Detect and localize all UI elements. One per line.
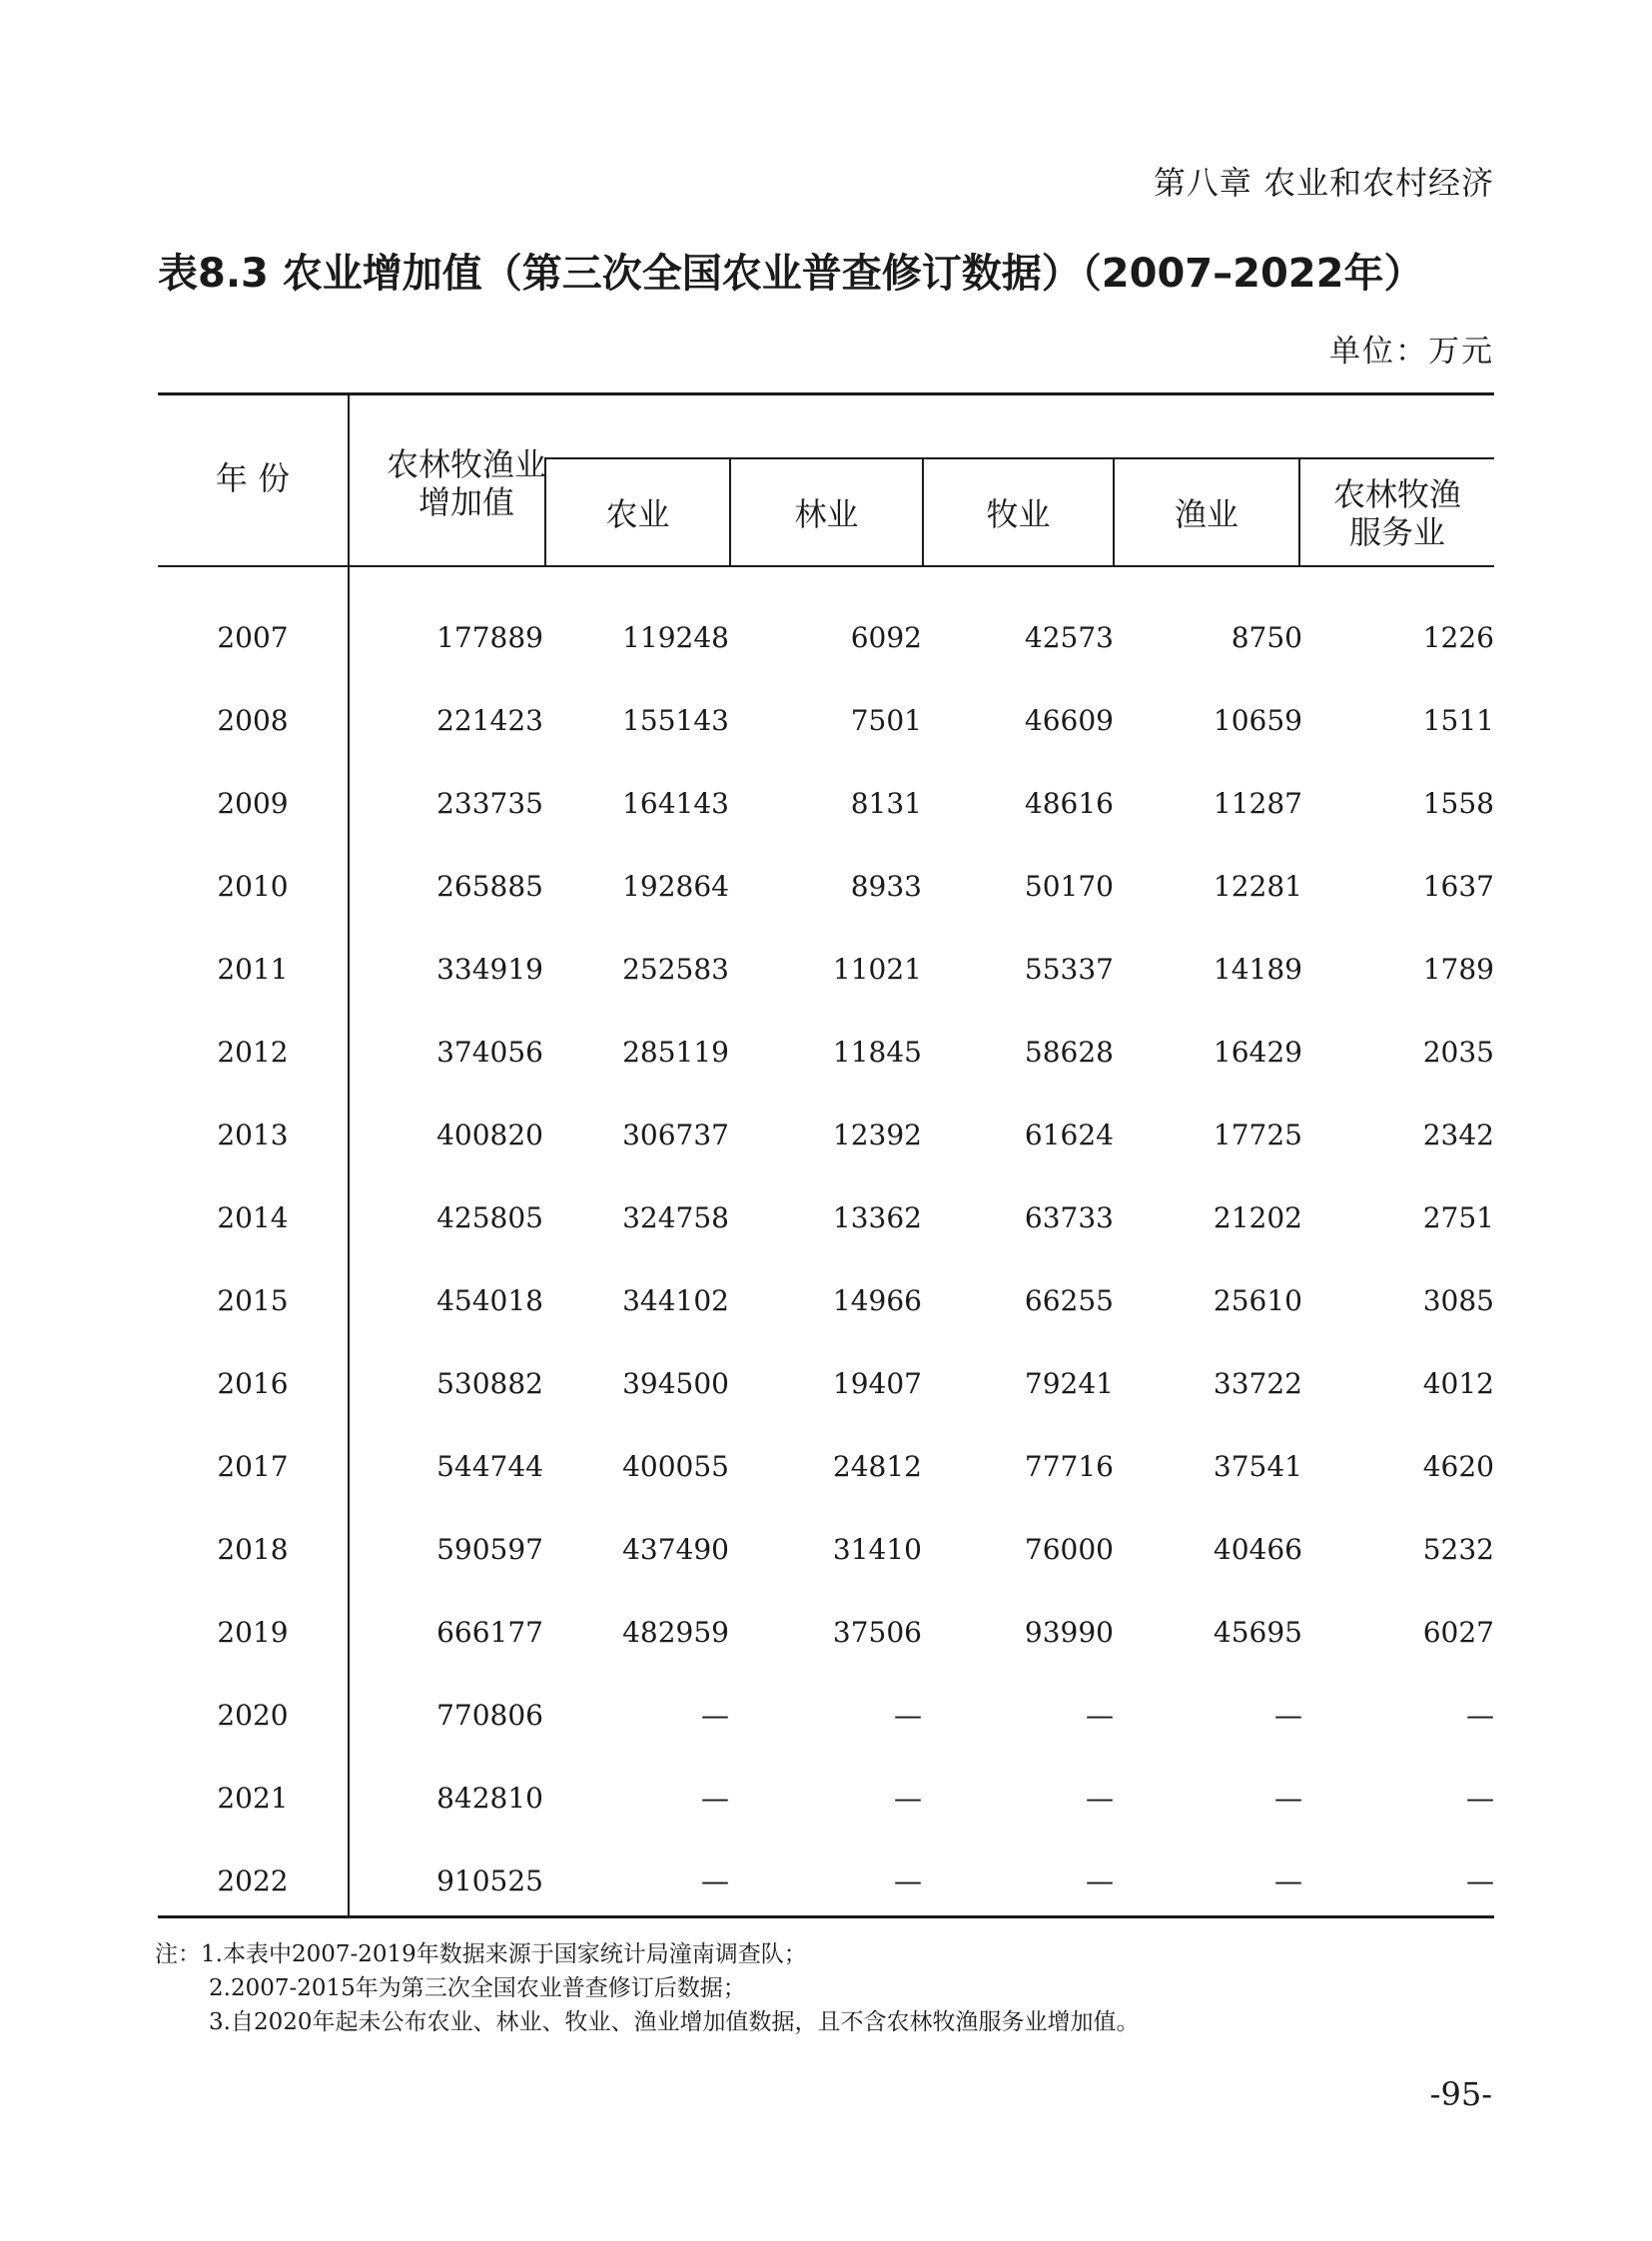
- cell-forestry: 24812: [832, 1450, 922, 1483]
- cell-animal: 93990: [1024, 1616, 1114, 1649]
- header-agriculture: 农业: [605, 495, 670, 533]
- cell-animal: 46609: [1024, 704, 1114, 737]
- cell-agriculture: 482959: [622, 1616, 729, 1649]
- cell-agriculture: 155143: [622, 704, 729, 737]
- cell-forestry: 14966: [832, 1284, 922, 1317]
- cell-agriculture: 306737: [622, 1119, 729, 1151]
- cell-animal: 77716: [1024, 1450, 1114, 1483]
- cell-total: 425805: [436, 1201, 543, 1234]
- cell-animal: —: [1086, 1782, 1114, 1815]
- cell-forestry: 6092: [850, 621, 922, 654]
- cell-animal: 63733: [1024, 1201, 1114, 1234]
- cell-services: 1558: [1422, 787, 1494, 820]
- header-animal: 牧业: [986, 495, 1051, 533]
- table-top-rule: [158, 392, 1494, 395]
- cell-fishery: 16429: [1213, 1036, 1302, 1069]
- cell-fishery: 37541: [1213, 1450, 1302, 1483]
- cell-agriculture: 344102: [622, 1284, 729, 1317]
- cell-services: 4620: [1422, 1450, 1494, 1483]
- cell-agriculture: 192864: [622, 870, 729, 903]
- cell-animal: 48616: [1024, 787, 1114, 820]
- cell-total: 400820: [436, 1119, 543, 1151]
- cell-services: 2342: [1422, 1119, 1494, 1151]
- cell-services: 1637: [1422, 870, 1494, 903]
- cell-forestry: 12392: [832, 1119, 922, 1151]
- cell-total: 221423: [436, 704, 543, 737]
- cell-total: 770806: [436, 1699, 543, 1732]
- cell-year: 2011: [217, 953, 289, 986]
- cell-forestry: 19407: [832, 1367, 922, 1400]
- table-row: [158, 1187, 1494, 1270]
- cell-services: 6027: [1422, 1616, 1494, 1649]
- cell-year: 2008: [217, 704, 289, 737]
- cell-year: 2015: [217, 1284, 289, 1317]
- cell-agriculture: 324758: [622, 1201, 729, 1234]
- table-row: [158, 607, 1494, 690]
- cell-services: 5232: [1422, 1533, 1494, 1566]
- table-title: 表8.3 农业增加值（第三次全国农业普查修订数据）（2007–2022年）: [158, 251, 1424, 297]
- unit-label: 单位：万元: [1329, 334, 1494, 370]
- cell-forestry: 8131: [850, 787, 922, 820]
- cell-services: —: [1466, 1782, 1494, 1815]
- cell-services: 2035: [1422, 1036, 1494, 1069]
- cell-services: 3085: [1422, 1284, 1494, 1317]
- cell-animal: 58628: [1024, 1036, 1114, 1069]
- table-row: [158, 1768, 1494, 1851]
- cell-year: 2014: [217, 1201, 289, 1234]
- table-row: [158, 1436, 1494, 1519]
- cell-services: 4012: [1422, 1367, 1494, 1400]
- page-number: -95-: [1429, 2075, 1492, 2113]
- cell-agriculture: 394500: [622, 1367, 729, 1400]
- cell-year: 2009: [217, 787, 289, 820]
- table-row: [158, 1022, 1494, 1105]
- cell-agriculture: 164143: [622, 787, 729, 820]
- cell-services: 1226: [1422, 621, 1494, 654]
- cell-agriculture: 119248: [622, 621, 729, 654]
- cell-services: —: [1466, 1699, 1494, 1732]
- cell-year: 2020: [217, 1699, 289, 1732]
- cell-year: 2007: [217, 621, 289, 654]
- cell-year: 2019: [217, 1616, 289, 1649]
- cell-services: 2751: [1422, 1201, 1494, 1234]
- cell-total: 177889: [436, 621, 543, 654]
- cell-forestry: 31410: [832, 1533, 922, 1566]
- cell-services: 1789: [1422, 953, 1494, 986]
- cell-year: 2017: [217, 1450, 289, 1483]
- table-row: [158, 1105, 1494, 1187]
- cell-total: 265885: [436, 870, 543, 903]
- subheader-rule: [544, 457, 1494, 459]
- cell-total: 544744: [436, 1450, 543, 1483]
- cell-fishery: 25610: [1213, 1284, 1302, 1317]
- chapter-heading: 第八章 农业和农村经济: [1153, 164, 1494, 202]
- table-row: [158, 1685, 1494, 1768]
- cell-year: 2022: [217, 1865, 289, 1897]
- table-body: [158, 607, 1494, 1933]
- table-row: [158, 1353, 1494, 1436]
- cell-fishery: 17725: [1213, 1119, 1302, 1151]
- cell-fishery: —: [1274, 1865, 1302, 1897]
- cell-total: 666177: [436, 1616, 543, 1649]
- cell-fishery: 21202: [1213, 1201, 1302, 1234]
- cell-forestry: 37506: [832, 1616, 922, 1649]
- cell-year: 2012: [217, 1036, 289, 1069]
- cell-year: 2010: [217, 870, 289, 903]
- cell-animal: 66255: [1024, 1284, 1114, 1317]
- cell-agriculture: —: [701, 1782, 729, 1815]
- cell-total: 842810: [436, 1782, 543, 1815]
- cell-animal: 50170: [1024, 870, 1114, 903]
- cell-agriculture: 437490: [622, 1533, 729, 1566]
- cell-total: 374056: [436, 1036, 543, 1069]
- cell-fishery: 11287: [1213, 787, 1302, 820]
- cell-forestry: 8933: [850, 870, 922, 903]
- header-forestry: 林业: [794, 495, 859, 533]
- cell-animal: —: [1086, 1699, 1114, 1732]
- cell-total: 590597: [436, 1533, 543, 1566]
- table-row: [158, 1519, 1494, 1602]
- cell-total: 530882: [436, 1367, 543, 1400]
- header-year: 年 份: [215, 459, 291, 497]
- cell-agriculture: 400055: [622, 1450, 729, 1483]
- cell-forestry: 11845: [832, 1036, 922, 1069]
- cell-fishery: —: [1274, 1782, 1302, 1815]
- cell-year: 2013: [217, 1119, 289, 1151]
- cell-total: 910525: [436, 1865, 543, 1897]
- cell-animal: 55337: [1024, 953, 1114, 986]
- cell-fishery: 8750: [1231, 621, 1302, 654]
- cell-year: 2018: [217, 1533, 289, 1566]
- cell-total: 334919: [436, 953, 543, 986]
- cell-fishery: 10659: [1213, 704, 1302, 737]
- cell-fishery: 45695: [1213, 1616, 1302, 1649]
- cell-forestry: 7501: [850, 704, 922, 737]
- cell-services: —: [1466, 1865, 1494, 1897]
- cell-forestry: 13362: [832, 1201, 922, 1234]
- table-row: [158, 856, 1494, 939]
- header-services: 农林牧渔 服务业: [1332, 475, 1461, 551]
- table-row: [158, 690, 1494, 773]
- cell-forestry: 11021: [832, 953, 922, 986]
- header-bottom-rule: [158, 565, 1494, 567]
- note-3: 3.自2020年起未公布农业、林业、牧业、渔业增加值数据，且不含农林牧渔服务业增加值。: [209, 2009, 1140, 2035]
- cell-forestry: —: [894, 1865, 922, 1897]
- cell-fishery: —: [1274, 1699, 1302, 1732]
- cell-year: 2021: [217, 1782, 289, 1815]
- cell-agriculture: —: [701, 1699, 729, 1732]
- cell-animal: 42573: [1024, 621, 1114, 654]
- cell-fishery: 40466: [1213, 1533, 1302, 1566]
- header-total: 农林牧渔业 增加值: [386, 445, 546, 521]
- cell-forestry: —: [894, 1782, 922, 1815]
- note-1: 注：1.本表中2007-2019年数据来源于国家统计局潼南调查队；: [155, 1941, 807, 1967]
- table-row: [158, 939, 1494, 1022]
- cell-agriculture: 285119: [622, 1036, 729, 1069]
- table-row: [158, 1602, 1494, 1685]
- table-notes: [155, 1937, 1139, 2039]
- table-row: [158, 773, 1494, 856]
- cell-fishery: 33722: [1213, 1367, 1302, 1400]
- table-row: [158, 1270, 1494, 1353]
- header-fishery: 渔业: [1174, 495, 1239, 533]
- table-row: [158, 1851, 1494, 1933]
- cell-agriculture: 252583: [622, 953, 729, 986]
- cell-animal: 76000: [1024, 1533, 1114, 1566]
- cell-fishery: 14189: [1213, 953, 1302, 986]
- cell-year: 2016: [217, 1367, 289, 1400]
- cell-animal: 61624: [1024, 1119, 1114, 1151]
- cell-forestry: —: [894, 1699, 922, 1732]
- cell-agriculture: —: [701, 1865, 729, 1897]
- cell-total: 454018: [436, 1284, 543, 1317]
- cell-animal: 79241: [1024, 1367, 1114, 1400]
- cell-fishery: 12281: [1213, 870, 1302, 903]
- cell-services: 1511: [1422, 704, 1494, 737]
- cell-animal: —: [1086, 1865, 1114, 1897]
- note-2: 2.2007-2015年为第三次全国农业普查修订后数据；: [209, 1975, 746, 2001]
- cell-total: 233735: [436, 787, 543, 820]
